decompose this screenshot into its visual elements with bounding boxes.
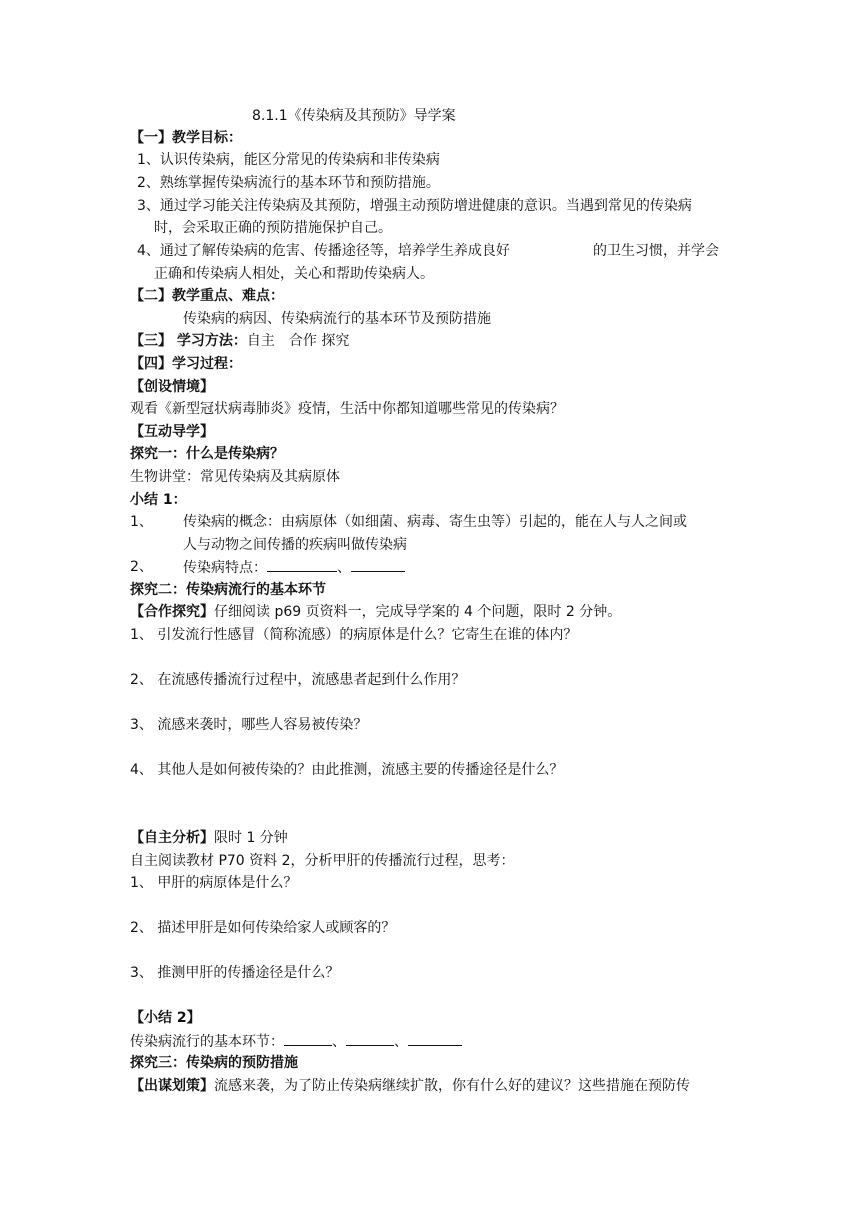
link-blank-2[interactable] bbox=[346, 1031, 394, 1046]
situation-heading: 【创设情境】 bbox=[130, 379, 214, 395]
objective-3-line1: 3、通过学习能关注传染病及其预防，增强主动预防增进健康的意识。当遇到常见的传染病 bbox=[137, 198, 692, 214]
summary1-item2-number: 2、 bbox=[130, 559, 153, 575]
explore1-text: 生物讲堂：常见传染病及其病原体 bbox=[130, 469, 340, 485]
hepatitis-question-1: 1、 甲肝的病原体是什么？ bbox=[130, 875, 298, 891]
methods-line bbox=[130, 331, 349, 351]
blank-separator: 、 bbox=[332, 1034, 346, 1050]
self-analysis-line bbox=[130, 828, 288, 848]
coop-line bbox=[130, 602, 621, 622]
blank-separator: 、 bbox=[394, 1034, 408, 1050]
objectives-heading: 【一】教学目标： bbox=[130, 130, 242, 146]
situation-text: 观看《新型冠状病毒肺炎》疫情，生活中你都知道哪些常见的传染病？ bbox=[130, 401, 564, 417]
page-title: 8.1.1《传染病及其预防》导学案 bbox=[252, 108, 456, 124]
objective-4-line1-end: 的卫生习惯，并学会 bbox=[593, 243, 719, 259]
coop-text: 仔细阅读 p69 页资料一，完成导学案的 4 个问题，限时 2 分钟。 bbox=[214, 604, 622, 620]
explore1-heading: 探究一：什么是传染病？ bbox=[130, 446, 284, 462]
plan-text: 流感来袭，为了防止传染病继续扩散，你有什么好的建议？这些措施在预防传 bbox=[214, 1078, 690, 1094]
self-analysis-heading: 【自主分析】 bbox=[130, 830, 214, 846]
hepatitis-question-2: 2、 描述甲肝是如何传染给家人或顾客的？ bbox=[130, 920, 396, 936]
blank-separator: 、 bbox=[337, 560, 351, 576]
flu-question-4: 4、 其他人是如何被传染的？由此推测，流感主要的传播途径是什么？ bbox=[130, 762, 564, 778]
objective-4-line1: 4、通过了解传染病的危害、传播途径等，培养学生养成良好 bbox=[137, 243, 510, 259]
key-points-text: 传染病的病因、传染病流行的基本环节及预防措施 bbox=[183, 311, 491, 327]
explore3-heading: 探究三：传染病的预防措施 bbox=[130, 1055, 298, 1071]
summary2-text: 传染病流行的基本环节： bbox=[130, 1034, 284, 1050]
plan-heading: 【出谋划策】 bbox=[130, 1078, 214, 1094]
summary1-item2-label: 传染病特点： bbox=[183, 560, 267, 576]
key-points-heading: 【二】教学重点、难点： bbox=[130, 288, 284, 304]
objective-2: 2、熟练掌握传染病流行的基本环节和预防措施。 bbox=[137, 175, 440, 191]
process-heading: 【四】学习过程： bbox=[130, 356, 242, 372]
summary2-heading: 【小结 2】 bbox=[130, 1010, 201, 1026]
objective-1: 1、认识传染病，能区分常见的传染病和非传染病 bbox=[137, 152, 440, 168]
objective-3-line2: 时，会采取正确的预防措施保护自己。 bbox=[154, 220, 392, 236]
summary1-heading: 小结 1： bbox=[130, 492, 187, 508]
self-analysis-intro: 自主阅读教材 P70 资料 2，分析甲肝的传播流行过程，思考： bbox=[130, 853, 515, 869]
link-blank-3[interactable] bbox=[408, 1031, 462, 1046]
summary1-item1-line2: 人与动物之间传播的疾病叫做传染病 bbox=[183, 537, 407, 553]
summary1-item1-number: 1、 bbox=[130, 514, 153, 530]
summary1-item2 bbox=[183, 557, 405, 578]
self-analysis-time: 限时 1 分钟 bbox=[214, 830, 288, 846]
explore2-heading: 探究二：传染病流行的基本环节 bbox=[130, 582, 326, 598]
flu-question-2: 2、 在流感传播流行过程中，流感患者起到什么作用？ bbox=[130, 672, 466, 688]
feature-blank-1[interactable] bbox=[267, 557, 337, 572]
link-blank-1[interactable] bbox=[284, 1031, 332, 1046]
summary2-line bbox=[130, 1031, 462, 1052]
flu-question-1: 1、 引发流行性感冒（简称流感）的病原体是什么？它寄生在谁的体内？ bbox=[130, 627, 578, 643]
summary1-item1-line1: 传染病的概念：由病原体（如细菌、病毒、寄生虫等）引起的，能在人与人之间或 bbox=[183, 514, 687, 530]
hepatitis-question-3: 3、 推测甲肝的传播途径是什么？ bbox=[130, 965, 340, 981]
objective-4-line2: 正确和传染病人相处，关心和帮助传染病人。 bbox=[154, 266, 434, 282]
flu-question-3: 3、 流感来袭时，哪些人容易被传染？ bbox=[130, 717, 368, 733]
interactive-heading: 【互动导学】 bbox=[130, 424, 214, 440]
methods-text: 自主 合作 探究 bbox=[246, 333, 350, 349]
methods-heading: 【三】 学习方法： bbox=[130, 333, 247, 349]
feature-blank-2[interactable] bbox=[351, 557, 405, 572]
coop-heading: 【合作探究】 bbox=[130, 604, 214, 620]
plan-line bbox=[130, 1076, 690, 1096]
